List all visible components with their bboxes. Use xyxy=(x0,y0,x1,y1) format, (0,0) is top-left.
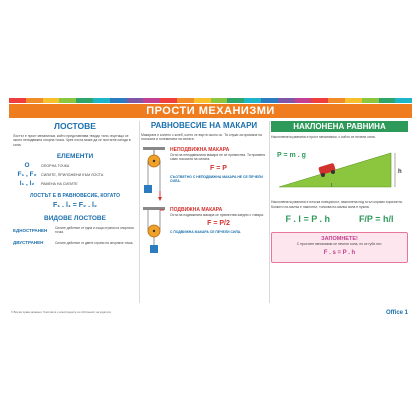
element-symbol: O xyxy=(24,162,30,170)
levers-column xyxy=(13,121,137,306)
equilibrium-formula: F₁ . l₁ = F₂ . l₂ xyxy=(52,202,98,210)
ruler-segment xyxy=(328,98,345,103)
equilibrium-heading: ЛОСТЪТ Е В РАВНОВЕСИЕ, КОГАТО xyxy=(30,193,120,200)
lever-type-text: Силите действат от двете страни на опорната точка. xyxy=(55,240,134,245)
types-heading: ВИДОВЕ ЛОСТОВЕ xyxy=(44,215,106,223)
ruler-segment xyxy=(76,98,93,103)
footer xyxy=(9,307,412,323)
ruler-segment xyxy=(311,98,328,103)
remember-text: С простите механизми се печели сила, но се губи път. xyxy=(296,242,383,247)
inclined-plane-intro: Наклонената равнина е прост механизъм, с който се печели сила. xyxy=(271,135,376,139)
column-divider xyxy=(139,121,140,303)
element-row xyxy=(13,180,137,187)
elements-heading: ЕЛЕМЕНТИ xyxy=(56,153,94,161)
poster xyxy=(9,98,412,323)
fixed-pulley-illustration xyxy=(141,147,167,202)
element-text: ОПОРНА ТОЧКА xyxy=(41,163,70,168)
ruler-segment xyxy=(278,98,295,103)
movable-pulley-section xyxy=(141,207,267,262)
ruler-segment xyxy=(227,98,244,103)
fixed-pulley-heading: НЕПОДВИЖНА МАКАРА xyxy=(170,146,230,153)
ruler-segment xyxy=(59,98,76,103)
ruler-segment xyxy=(345,98,362,103)
pulleys-column xyxy=(141,121,267,306)
element-symbol: l₁ , l₂ xyxy=(19,180,35,188)
lever-type-row xyxy=(13,240,137,245)
inclined-plane-column xyxy=(271,121,408,306)
inclined-plane-illustration xyxy=(271,141,408,193)
lever-type-row xyxy=(13,226,137,234)
pulleys-intro: Макарата е колело с жлеб, което се върти около ос. Тя служи за промяна на посоката и големината на силата. xyxy=(141,133,262,142)
movable-pulley-formula: F = P/2 xyxy=(207,220,230,228)
element-text: СИЛИТЕ, ПРИЛОЖЕНИ КЪМ ЛОСТА xyxy=(41,172,104,177)
ruler-segment xyxy=(9,98,26,103)
inclined-formulas xyxy=(271,214,408,224)
ruler-segment xyxy=(211,98,228,103)
formula-a: F . l = P . h xyxy=(285,214,331,225)
ruler-segment xyxy=(244,98,261,103)
fixed-pulley-note: СЪОТВЕТНО С НЕПОДВИЖНА МАКАРА НЕ СЕ ПЕЧЕЛИ СИЛА. xyxy=(170,174,263,184)
movable-pulley-illustration xyxy=(141,207,167,262)
inclined-plane-text: Наклонената равнина е плоска повърхност, наклонена под ъгъл спрямо хоризонта. Колкото по-малък е наклонът, толкова по-малка сила е нужна. xyxy=(271,200,403,209)
page-title: ПРОСТИ МЕХАНИЗМИ xyxy=(9,104,412,118)
fixed-pulley-section xyxy=(141,147,267,202)
ruler-segment xyxy=(395,98,412,103)
movable-pulley-heading: ПОДВИЖНА МАКАРА xyxy=(170,206,223,213)
ruler-segment xyxy=(379,98,396,103)
ruler-segment xyxy=(143,98,160,103)
ruler-segment xyxy=(26,98,43,103)
publisher-logo: Office 1 xyxy=(385,310,408,316)
remember-formula: F . s = P . h xyxy=(323,249,356,256)
movable-pulley-note: С ПОДВИЖНА МАКАРА СЕ ПЕЧЕЛИ СИЛА. xyxy=(170,230,242,235)
ruler-segment xyxy=(194,98,211,103)
formula-b: F/P = h/l xyxy=(358,214,394,225)
length-label: l xyxy=(331,183,333,190)
element-text: РАМЕНА НА СИЛИТЕ xyxy=(41,181,78,186)
color-ruler xyxy=(9,98,412,103)
ruler-segment xyxy=(295,98,312,103)
ruler-segment xyxy=(160,98,177,103)
ruler-segment xyxy=(93,98,110,103)
element-symbol: F₁ , F₂ xyxy=(17,171,37,179)
movable-pulley-text: Оста на подвижната макара се премества заедно с товара. xyxy=(170,212,264,217)
height-label: h xyxy=(398,169,402,176)
remember-box xyxy=(271,232,408,262)
ruler-segment xyxy=(127,98,144,103)
ruler-segment xyxy=(177,98,194,103)
fixed-pulley-text: Оста на неподвижната макара не се премества. Тя променя само посоката на силата. xyxy=(170,152,266,162)
lever-type-name: ДВУСТРАНЕН xyxy=(13,240,44,246)
ruler-segment xyxy=(261,98,278,103)
inclined-plane-heading: НАКЛОНЕНА РАВНИНА xyxy=(271,121,408,132)
levers-heading: ЛОСТОВЕ xyxy=(54,121,96,131)
remember-heading: ЗАПОМНЕТЕ! xyxy=(321,236,358,243)
lever-type-text: Силите действат от една и съща страна на опорната точка. xyxy=(55,226,134,235)
ruler-segment xyxy=(43,98,60,103)
fixed-pulley-formula: F = P xyxy=(210,164,227,172)
top-formula: P = m . g xyxy=(277,152,306,160)
footer-text: © Всички права запазени. Текстовете и илюстрациите са собственост на издателя. xyxy=(11,311,112,314)
ruler-segment xyxy=(362,98,379,103)
levers-intro: Лостът е прост механизъм, който представлява твърдо тяло, въртящо се около неподвижна опорна точка. Чрез лоста може да се постигне изгода в сила. xyxy=(13,134,131,147)
pulleys-heading: РАВНОВЕСИЕ НА МАКАРИ xyxy=(150,121,258,130)
lever-type-name: ЕДНОСТРАНЕН xyxy=(13,227,48,233)
ruler-segment xyxy=(110,98,127,103)
element-row xyxy=(13,171,137,178)
column-divider xyxy=(269,121,270,303)
element-row xyxy=(13,162,137,169)
